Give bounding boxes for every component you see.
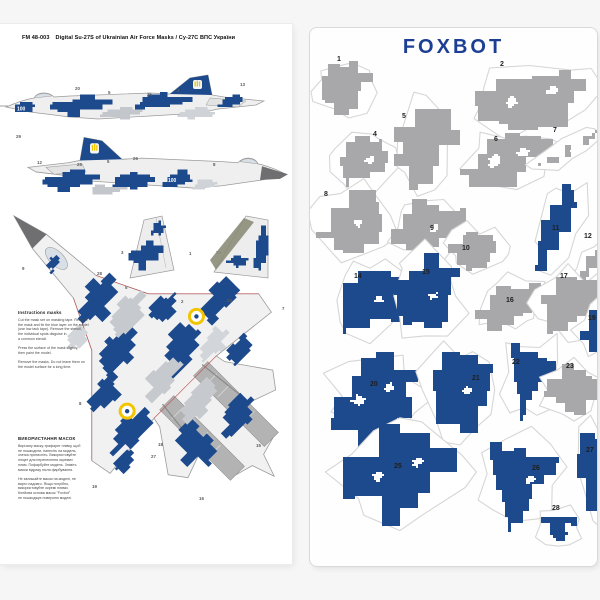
page-title: Digital Su-27S of Ukrainian Air Force Masks / Су-27С ВПС України <box>55 35 236 41</box>
sheet-title-row <box>22 35 235 41</box>
callout-number: 12 <box>37 160 42 165</box>
callout-number: 27 <box>151 454 156 459</box>
instruction-line: не пошкоджує поверхню моделі. <box>18 495 73 500</box>
product-code: FM 48-003 <box>22 35 50 41</box>
callout-number: 1 <box>189 251 192 256</box>
instruction-line: не пошкодити, нанесіть на модель, <box>18 448 77 453</box>
mask-piece-number: 15 <box>422 269 430 276</box>
instruction-line: пінцет для перенесення окремих <box>18 458 73 463</box>
callout-number: 8 <box>213 162 216 167</box>
side-profile-top <box>0 72 292 136</box>
callout-number: 5 <box>125 285 128 290</box>
mask-piece <box>577 424 597 517</box>
callout-number: 20 <box>75 86 80 91</box>
mask-piece <box>394 109 460 190</box>
instruction-line: Remove the masks. Do not leave them on <box>18 360 85 365</box>
mask-piece-number: 22 <box>512 359 520 366</box>
mask-piece-number: 4 <box>373 131 377 138</box>
instruction-line: the mask and fix the blue layer on the model <box>18 322 89 327</box>
foxbot-logo: FOXBOT <box>402 36 505 58</box>
mask-piece-number: 17 <box>560 273 568 280</box>
instructions-en-heading: Instructions masks <box>18 310 62 315</box>
instruction-line: злегка притисніть. Використовуйте <box>18 453 77 458</box>
mask-piece-number: 28 <box>552 505 560 512</box>
callout-number: 18 <box>158 442 163 447</box>
mask-piece-number: 2 <box>500 61 504 68</box>
instruction-line: варто надовго. Якщо потрібно, <box>18 481 70 486</box>
mask-piece-number: 19 <box>588 315 596 322</box>
callout-number: 9 <box>22 266 25 271</box>
callout-number: 29 <box>16 134 21 139</box>
callout-number: 8 <box>79 401 82 406</box>
radome-dark <box>260 166 288 180</box>
callout-number: 25 <box>77 162 82 167</box>
mask-piece-number: 11 <box>552 225 560 232</box>
instructions-ua <box>18 436 118 500</box>
callout-number: 25 <box>147 92 152 97</box>
instruction-sheet <box>0 24 292 564</box>
callout-number: 26 <box>133 156 138 161</box>
mask-piece-number: 26 <box>532 465 540 472</box>
mask-piece-number: 20 <box>370 381 378 388</box>
callout-number: 3 <box>121 250 124 255</box>
instruction-line: Клейова основа масок "Foxbot" <box>18 491 71 496</box>
mask-piece-number: 16 <box>506 297 514 304</box>
instruction-line: Вирізану маску-трафарет плівку, щоб <box>18 444 81 448</box>
mask-piece-number: 5 <box>402 113 406 120</box>
instruction-line: the model surface for a long time. <box>18 365 72 369</box>
callout-number: 13 <box>240 82 245 87</box>
mask-piece-number: 14 <box>354 273 362 280</box>
side-profile-bottom <box>0 132 292 210</box>
mask-piece-number: 21 <box>472 375 480 382</box>
mask-piece-number: 9 <box>430 225 434 232</box>
callout-number: 15 <box>256 443 261 448</box>
instruction-line: Не залишайте маски на моделі, не <box>18 476 76 481</box>
mask-piece-number: 6 <box>494 136 498 143</box>
tail-fins <box>116 208 288 286</box>
mask-piece-number: 27 <box>586 447 594 454</box>
mask-piece-number: 8 <box>324 191 328 198</box>
instruction-line: (use low tack tape). Remove the stencil, <box>18 327 82 332</box>
instruction-line: Press the surface of the mask slightly, <box>18 346 79 351</box>
mask-piece-number: 1 <box>337 56 341 63</box>
instruction-line: використовуйте окремі плями. <box>18 486 69 491</box>
mask-pieces-canvas <box>310 28 597 566</box>
instruction-line: a common stencil. <box>18 336 47 341</box>
instruction-line: Cut the mask set on masking tape. Remove <box>18 318 88 322</box>
callout-number: 5 <box>108 90 111 95</box>
callout-number: 7 <box>282 306 285 311</box>
instruction-line: плям. Пофарбуйте модель. Зніміть <box>18 462 77 467</box>
mask-piece-number: 23 <box>566 363 574 370</box>
instruction-line: the individual spots disguise in <box>18 332 67 337</box>
instructions-ua-heading: ВИКОРИСТАННЯ МАСОК <box>18 436 76 441</box>
callout-number: 5 <box>107 159 110 164</box>
board-number: 100 <box>168 178 177 184</box>
mask-piece-number: 25 <box>394 463 402 470</box>
callout-number: 25 <box>227 298 232 303</box>
callout-number: 19 <box>92 484 97 489</box>
mask-sheet <box>310 28 597 566</box>
mask-piece-number: 7 <box>553 127 557 134</box>
callout-number: 2 <box>181 299 184 304</box>
instruction-line: then paint the model. <box>18 350 52 355</box>
board-number: 100 <box>17 106 26 113</box>
mask-piece-number: 12 <box>584 233 592 240</box>
instruction-line: маски відразу після фарбування. <box>18 467 74 472</box>
mask-piece-number: 10 <box>462 245 470 252</box>
callout-number: 4 <box>177 88 180 93</box>
instructions-en <box>18 310 118 370</box>
callout-number: 16 <box>199 496 204 501</box>
callout-number: 28 <box>97 271 102 276</box>
